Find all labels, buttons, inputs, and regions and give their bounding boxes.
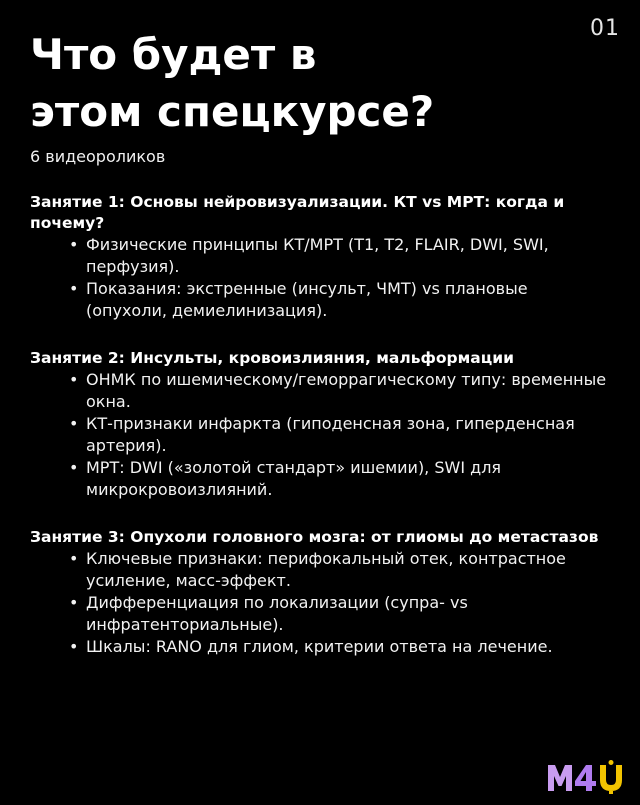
- list-item: [68, 592, 610, 636]
- bullet-icon: •: [69, 593, 79, 612]
- logo-u-hook: [609, 791, 613, 794]
- bullet-icon: •: [69, 637, 79, 656]
- lesson-title: Занятие 2: Инсульты, кровоизлияния, мальформации: [30, 349, 514, 367]
- list-item: [68, 636, 610, 658]
- lesson-1: [30, 192, 610, 322]
- bullet-text: Показания: экстренные (инсульт, ЧМТ) vs плановые (опухоли, демиелинизация).: [86, 279, 528, 320]
- bullet-text: Дифференциация по локализации (супра- vs инфратенториальные).: [86, 593, 468, 634]
- bullet-text: МРТ: DWI («золотой стандарт» ишемии), SWI для микрокровоизлияний.: [86, 458, 502, 499]
- bullet-text: Шкалы: RANO для глиом, критерии ответа на лечение.: [86, 637, 553, 656]
- list-item: [68, 278, 610, 322]
- lesson-title: Занятие 1: Основы нейровизуализации. КТ vs МРТ: когда и почему?: [30, 193, 565, 232]
- page-title-line-2: этом спецкурсе?: [30, 87, 435, 136]
- logo-4-shape: [575, 765, 596, 791]
- list-item: [68, 548, 610, 592]
- bullet-icon: •: [69, 279, 79, 298]
- page-title: [30, 26, 550, 140]
- lesson-2: [30, 348, 610, 501]
- page-number: 01: [590, 16, 620, 41]
- m4u-logo-icon: [546, 759, 630, 795]
- lesson-title: Занятие 3: Опухоли головного мозга: от глиомы до метастазов: [30, 528, 599, 546]
- bullet-text: КТ-признаки инфаркта (гиподенсная зона, гиперденсная артерия).: [86, 414, 575, 455]
- list-item: [68, 369, 610, 413]
- bullet-text: Физические принципы КТ/МРТ (T1, T2, FLAIR, DWI, SWI, перфузия).: [86, 235, 549, 276]
- page-title-line-1: Что будет в: [30, 30, 317, 79]
- lesson-3: [30, 527, 610, 658]
- bullet-icon: •: [69, 235, 79, 254]
- bullet-text: ОНМК по ишемическому/геморрагическому типу: временные окна.: [86, 370, 607, 411]
- list-item: [68, 413, 610, 457]
- list-item: [68, 457, 610, 501]
- list-item: [68, 234, 610, 278]
- lesson-list: [30, 192, 610, 684]
- bullet-icon: •: [69, 370, 79, 389]
- bullet-icon: •: [69, 414, 79, 433]
- logo-m-shape: [548, 765, 572, 791]
- lesson-bullets: [30, 369, 610, 501]
- logo-u-dot: [609, 760, 614, 765]
- logo-u-shape: [600, 765, 622, 791]
- bullet-text: Ключевые признаки: перифокальный отек, контрастное усиление, масс-эффект.: [86, 549, 566, 590]
- bullet-icon: •: [69, 549, 79, 568]
- bullet-icon: •: [69, 458, 79, 477]
- video-count: 6 видеороликов: [30, 147, 166, 166]
- lesson-bullets: [30, 548, 610, 658]
- lesson-bullets: [30, 234, 610, 322]
